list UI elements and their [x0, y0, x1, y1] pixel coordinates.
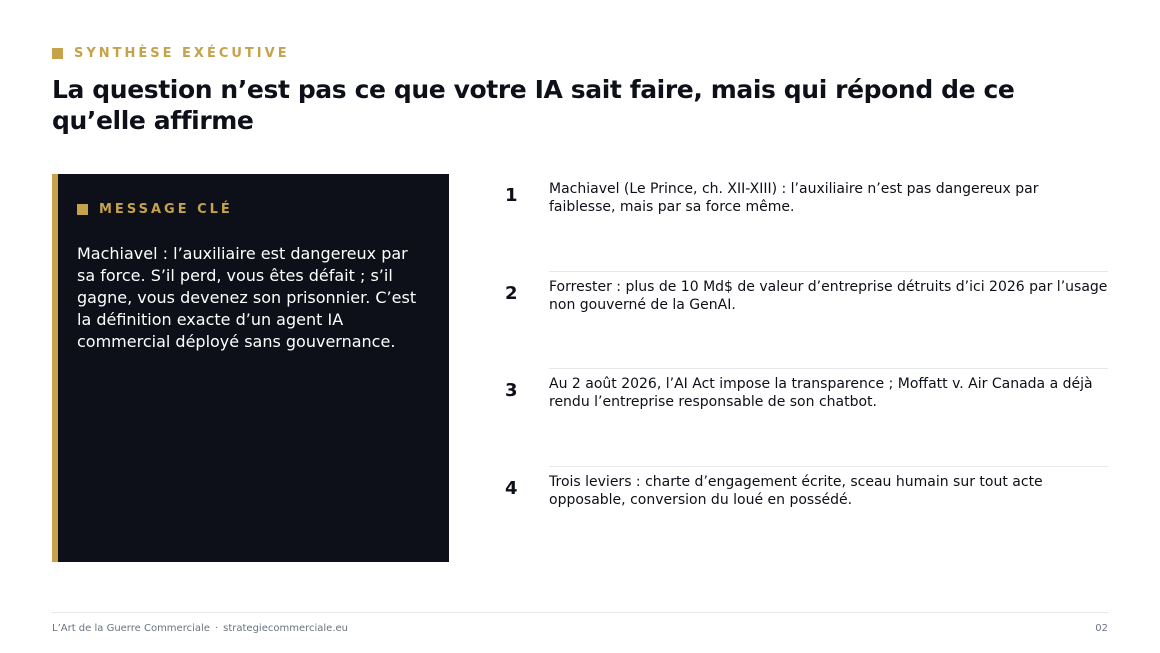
page-title: La question n’est pas ce que votre IA sait faire, mais qui répond de ce qu’elle affirme	[52, 75, 1015, 135]
key-message-eyebrow	[77, 202, 233, 217]
footer-credits	[52, 623, 348, 634]
list-item	[500, 174, 1108, 271]
key-message-label: MESSAGE CLÉ	[99, 202, 233, 217]
list-item	[500, 369, 1108, 466]
key-message-panel	[52, 174, 449, 562]
key-message-square-icon	[77, 204, 88, 215]
point-number: 3	[505, 380, 518, 401]
point-text: Machiavel (Le Prince, ch. XII-XIII) : l’auxiliaire n’est pas dangereux par faiblesse, mais par sa force même.	[549, 181, 1039, 215]
point-text: Au 2 août 2026, l’AI Act impose la transparence ; Moffatt v. Air Canada a déjà rendu l’entreprise responsable de son chatbot.	[549, 376, 1093, 410]
point-number: 1	[505, 185, 518, 206]
footer-separator: ·	[214, 623, 219, 634]
footer-site: strategiecommerciale.eu	[223, 623, 348, 634]
list-item	[500, 467, 1108, 564]
section-eyebrow	[52, 46, 290, 61]
point-number: 4	[505, 477, 518, 499]
key-message-text: Machiavel : l’auxiliaire est dangereux par sa force. S’il perd, vous êtes défait ; s’il gagne, vous devenez son prisonnier. C’est la définition exacte d’un agent IA commercial déployé sans gouvernance.	[77, 244, 417, 351]
footer-brand: L’Art de la Guerre Commerciale	[52, 623, 210, 634]
point-text: Forrester : plus de 10 Md$ de valeur d’entreprise détruits d’ici 2026 par l’usage non gouverné de la GenAI.	[549, 278, 1108, 313]
point-number: 2	[505, 282, 518, 304]
eyebrow-square-icon	[52, 48, 63, 59]
key-points-list	[500, 174, 1108, 563]
list-item	[500, 272, 1108, 369]
footer-divider	[52, 612, 1108, 613]
page-number: 02	[1095, 623, 1108, 634]
eyebrow-label: SYNTHÈSE EXÉCUTIVE	[74, 46, 290, 61]
point-text: Trois leviers : charte d’engagement écrite, sceau humain sur tout acte opposable, conversion du loué en possédé.	[549, 473, 1043, 508]
